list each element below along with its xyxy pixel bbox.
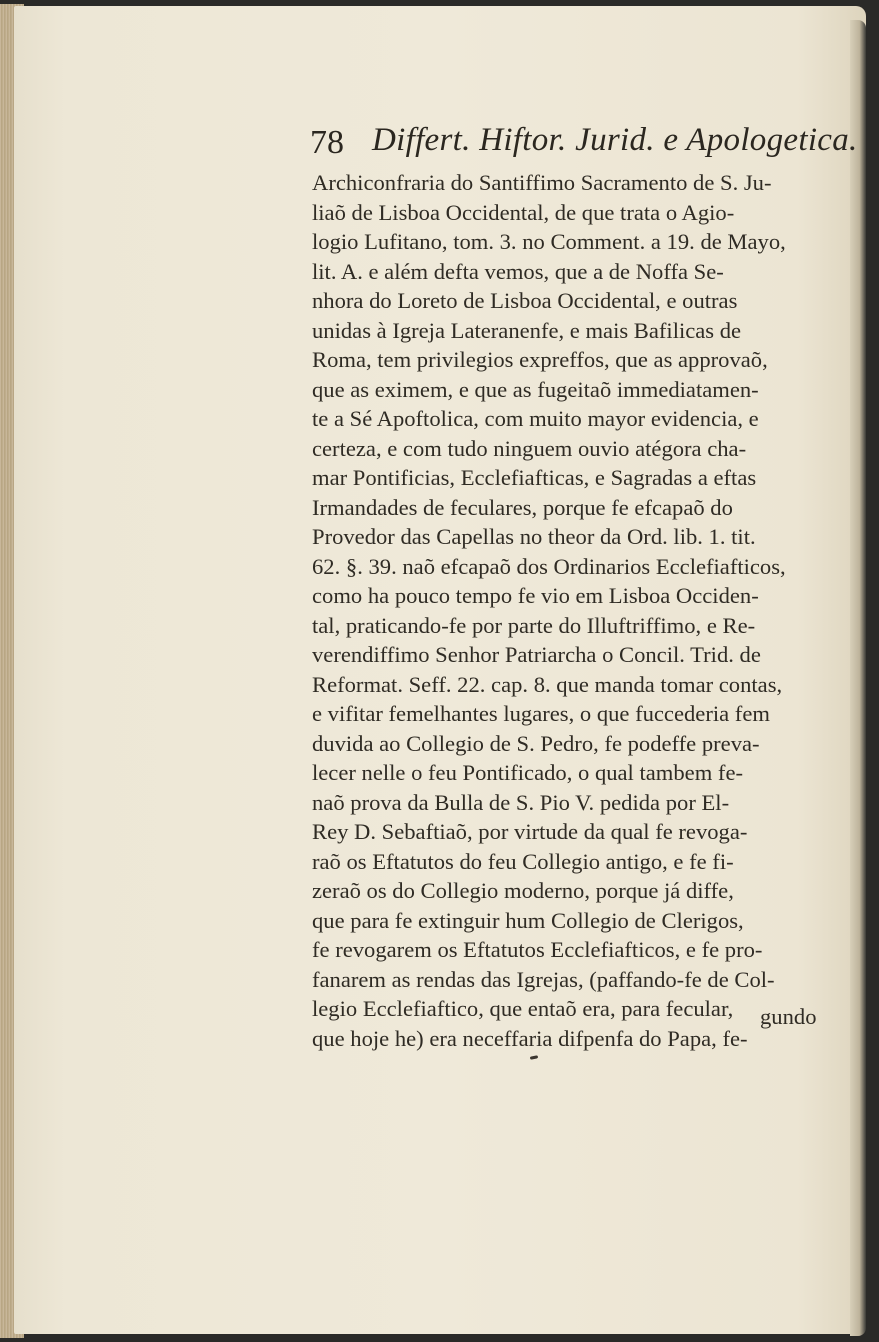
text-line: mar Pontificias, Ecclefiafticas, e Sagradas a eftas bbox=[312, 465, 757, 490]
text-line: certeza, e com tudo ninguem ouvio atégora cha- bbox=[312, 435, 747, 461]
text-line: Reformat. Seff. 22. cap. 8. que manda tomar contas, bbox=[312, 671, 783, 697]
page-header bbox=[310, 118, 858, 168]
text-line: Archiconfraria do Santiffimo Sacramento de S. Ju- bbox=[312, 170, 772, 195]
text-line: fe revogarem os Eftatutos Ecclefiafticos, e fe pro- bbox=[312, 937, 763, 962]
text-line: legio Ecclefiaftico, que entaõ era, para fecular, bbox=[312, 996, 734, 1021]
text-line: verendiffimo Senhor Patriarcha o Concil. Trid. de bbox=[312, 642, 761, 667]
text-line: tal, praticando-fe por parte do Illuftriffimo, e Re- bbox=[312, 612, 756, 638]
text-line: 62. §. 39. naõ efcapaõ dos Ordinarios Ecclefiafticos, bbox=[312, 553, 786, 579]
text-line: Roma, tem privilegios expreffos, que as approvaõ, bbox=[312, 347, 768, 372]
text-line: te a Sé Apoftolica, com muito mayor evidencia, e bbox=[312, 406, 759, 431]
text-line: lit. A. e além defta vemos, que a de Noffa Se- bbox=[312, 258, 724, 284]
text-line: que as eximem, e que as fugeitaõ immediatamen- bbox=[312, 376, 759, 402]
text-line: naõ prova da Bulla de S. Pio V. pedida por El- bbox=[312, 789, 730, 815]
text-line: raõ os Eftatutos do feu Collegio antigo, e fe fi- bbox=[312, 848, 734, 874]
text-line: e vifitar femelhantes lugares, o que fuccederia fem bbox=[312, 701, 770, 726]
text-line: Provedor das Capellas no theor da Ord. lib. 1. tit. bbox=[312, 524, 756, 549]
text-line: que hoje he) era neceffaria difpenfa do Papa, fe- bbox=[312, 1025, 748, 1051]
text-line: lecer nelle o feu Pontificado, o qual tambem fe- bbox=[312, 760, 743, 785]
text-line: liaõ de Lisboa Occidental, de que trata o Agio- bbox=[312, 199, 735, 225]
running-title: Differt. Hiftor. Jurid. e Apologetica. bbox=[372, 122, 858, 158]
text-line: logio Lufitano, tom. 3. no Comment. a 19. de Mayo, bbox=[312, 229, 786, 254]
text-line: nhora do Loreto de Lisboa Occidental, e outras bbox=[312, 288, 738, 313]
body-text bbox=[312, 168, 832, 1053]
page-edge-right bbox=[850, 20, 866, 1336]
text-line: Rey D. Sebaftiaõ, por virtude da qual fe revoga- bbox=[312, 819, 748, 844]
text-line: zeraõ os do Collegio moderno, porque já diffe, bbox=[312, 878, 734, 903]
text-line: fanarem as rendas das Igrejas, (paffando-fe de Col- bbox=[312, 966, 775, 992]
text-line: unidas à Igreja Lateranenfe, e mais Bafilicas de bbox=[312, 317, 742, 343]
text-line: que para fe extinguir hum Collegio de Clerigos, bbox=[312, 907, 744, 933]
text-line: como ha pouco tempo fe vio em Lisboa Occiden- bbox=[312, 583, 759, 608]
text-line: Irmandades de feculares, porque fe efcapaõ do bbox=[312, 494, 733, 520]
catchword: gundo bbox=[760, 1004, 817, 1029]
text-line: duvida ao Collegio de S. Pedro, fe podeffe preva- bbox=[312, 730, 760, 756]
page-number: 78 bbox=[310, 124, 344, 161]
